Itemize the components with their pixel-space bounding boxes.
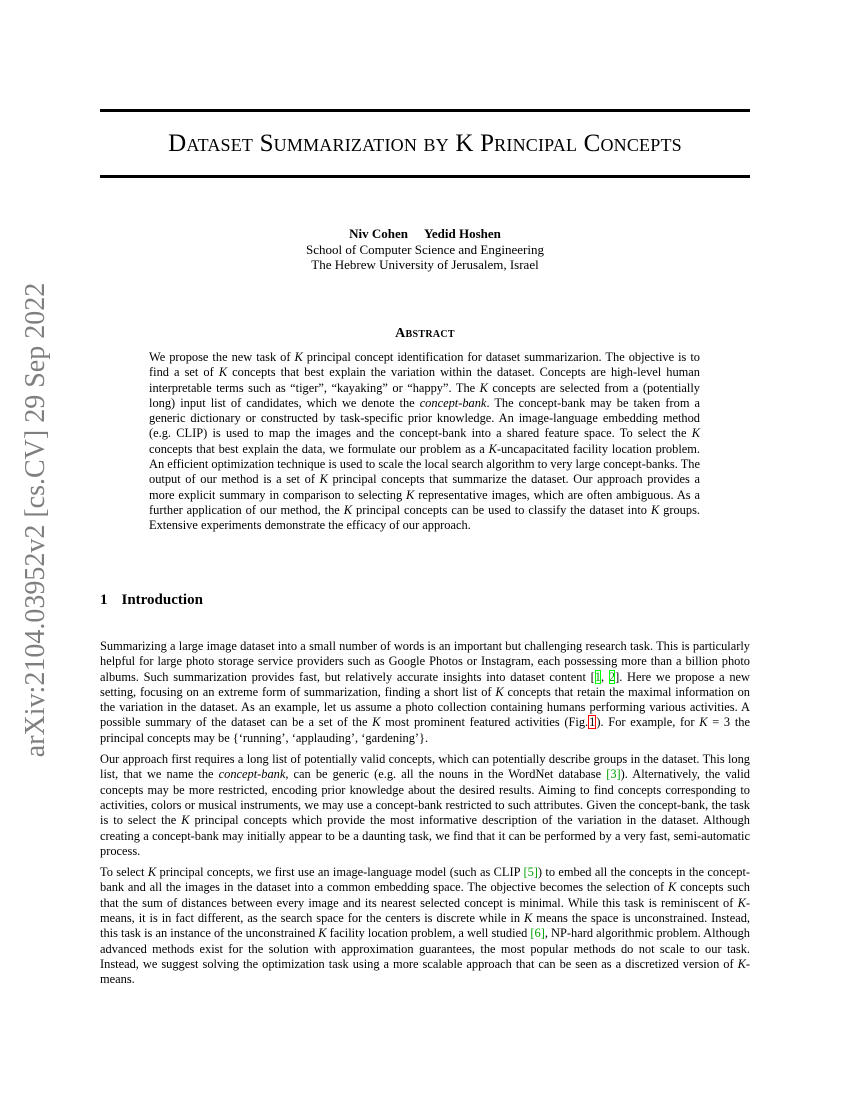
math-k: K (699, 715, 708, 730)
body-text: principal concepts which provide the most informative description of the variation in the dataset. Although creating a concept-bank may initially appear to be a daunting task, we find that it can be performed by a very fast, semi-automatic process. (100, 813, 750, 858)
abstract-text: representative images, which are often ambiguous. As a further application of our method, the (149, 487, 700, 517)
body-text: -means, it is in fact different, as the search space for the centers is discrete while in (100, 895, 750, 926)
figure-reference-link[interactable]: 1 (589, 715, 596, 730)
paragraph (100, 865, 750, 987)
abstract-text: . The concept-bank may be taken from a generic dictionary or constructed by task-specific prior knowledge. An image-language embedding method (e.g. CLIP) is used to map the images and the concept-bank into a shared feature space. To select the (149, 395, 700, 441)
body-text: , NP-hard algorithmic problem. Although advanced methods exist for the solution with approximation guarantees, the most popular methods do not scale to our task. Instead, we suggest solving the optimization task using a more scalable approach that can be seen as a discretized version of (100, 926, 750, 971)
body-text: concepts that retain the maximal information on the variation in the dataset. As an example, let us assume a photo collection containing humans performing various activities. A possible summary of the dataset can be a set of the (100, 684, 750, 730)
math-k: K (294, 350, 303, 364)
math-equation: = 3 (707, 715, 731, 730)
abstract-text: concepts that best explain the variation within the dataset. Concepts are high-level human interpretable terms such as “tiger”, “kayaking” or “happy”. The (149, 365, 701, 395)
math-k: K (488, 441, 497, 456)
abstract-body (149, 350, 700, 534)
author-names (100, 226, 750, 242)
math-k: K (737, 895, 746, 910)
body-text: most prominent featured activities (Fig. (380, 715, 589, 730)
paragraph (100, 639, 750, 746)
body-text: the principal concepts may be {‘running’, ‘applauding’, ‘gardening’}. (100, 715, 750, 745)
abstract-text: -uncapacitated facility location problem. An efficient optimization technique is used to scale the local search algorithm to very large concept-banks. The output of our method is a set of (149, 441, 700, 487)
body-text: -means. (100, 956, 750, 987)
body-text: ). Alternatively, the valid concepts may be more restricted, encoding prior knowledge about the desired results. Aiming to find concepts corresponding to activities, colors or musical instruments, we may use a concept-bank restricted to such attributes. Given the concept-bank, the task is to select the (100, 767, 750, 828)
abstract-text: concepts that best explain the data, we formulate our problem as a (149, 441, 489, 456)
math-k: K (218, 365, 228, 380)
body-text: ] (615, 669, 620, 684)
body-text: Our approach first requires a long list of potentially valid concepts, which can potentially describe groups in the dataset. This long list, that we name the (100, 752, 750, 782)
abstract-text: We propose the new task of (149, 350, 295, 364)
citation-link[interactable]: [5] (523, 865, 538, 880)
citation-link[interactable]: [3] (606, 767, 621, 782)
math-k: K (737, 956, 746, 971)
body-text: ) to embed all the concepts in the concept-bank and all the images in the dataset into a common embedding space. The objective becomes the selection of (100, 865, 751, 895)
math-k: K (318, 926, 327, 941)
title-top-rule (100, 109, 750, 112)
affiliation-line: School of Computer Science and Engineering (306, 241, 544, 257)
body-text: , can be generic (e.g. all the nouns in the WordNet database (285, 767, 607, 782)
abstract-emphasis: concept-bank (419, 395, 487, 410)
paragraph (100, 752, 750, 859)
body-text: , (601, 669, 609, 684)
author-name: Yedid Hoshen (423, 226, 501, 241)
abstract-text: concepts are selected from a (potentially long) input list of candidates, which we denote the (149, 380, 700, 410)
math-k: K (691, 426, 700, 441)
body-emphasis: concept-bank (218, 767, 286, 782)
section-heading-introduction (100, 592, 203, 609)
author-block (100, 226, 750, 273)
citation-link[interactable]: 2 (608, 669, 616, 684)
citation-link[interactable]: [6] (530, 926, 545, 941)
math-k: K (524, 911, 533, 926)
abstract-heading: Abstract (395, 326, 455, 341)
author-name: Niv Cohen (349, 226, 408, 241)
math-k: K (319, 472, 328, 487)
abstract-text: groups. Extensive experiments demonstrate the efficacy of our approach. (149, 502, 700, 533)
math-k: K (343, 502, 353, 517)
body-text: To select (100, 865, 148, 880)
math-k: K (667, 880, 677, 895)
section-title: Introduction (121, 592, 203, 608)
math-k: K (406, 487, 415, 502)
math-k: K (181, 813, 190, 828)
arxiv-watermark-text[interactable]: arXiv:2104.03952v2 [cs.CV] 29 Sep 2022 (20, 282, 51, 758)
paper-title: Dataset Summarization by K Principal Concepts (168, 130, 682, 157)
math-k: K (479, 380, 488, 395)
body-text: means the space is unconstrained. Instead, this task is an instance of the unconstrained (100, 911, 751, 941)
abstract-text: principal concepts that summarize the dataset. Our approach provides a more explicit summary in comparison to selecting (149, 472, 700, 502)
math-k: K (372, 715, 381, 730)
abstract-text: principal concept identification for dataset summarizarion. The objective is to find a set of (149, 350, 701, 380)
body-text: concepts such that the sum of distances between every image and its nearest selected concept is minimal. While this task is reminiscent of (100, 880, 750, 910)
body-text: ). For example, for (596, 715, 700, 730)
abstract-text: principal concepts can be used to classify the dataset into (352, 502, 651, 517)
math-k: K (147, 865, 157, 880)
citation-link[interactable]: 1 (594, 669, 601, 684)
title-bottom-rule (100, 175, 750, 178)
body-text: Summarizing a large image dataset into a small number of words is an important but challenging research task. This is particularly helpful for large photo storage service providers such as Google Photos or Instagram, each possessing more than a billion photo albums. Such summarization provides fast, but relatively accurate insights into dataset content (100, 639, 750, 684)
introduction-body (100, 639, 750, 994)
body-text: facility location problem, a well studied (326, 926, 531, 941)
body-text: [ (590, 669, 595, 684)
body-text: . Here we propose a new setting, focusing on an extreme form of summarization, finding a short list of (100, 669, 750, 699)
math-k: K (495, 684, 504, 699)
math-k: K (650, 502, 660, 517)
body-text: principal concepts, we first use an image-language model (such as CLIP (156, 865, 524, 880)
section-number: 1 (100, 592, 108, 608)
affiliation-line: The Hebrew University of Jerusalem, Israel (311, 257, 539, 272)
